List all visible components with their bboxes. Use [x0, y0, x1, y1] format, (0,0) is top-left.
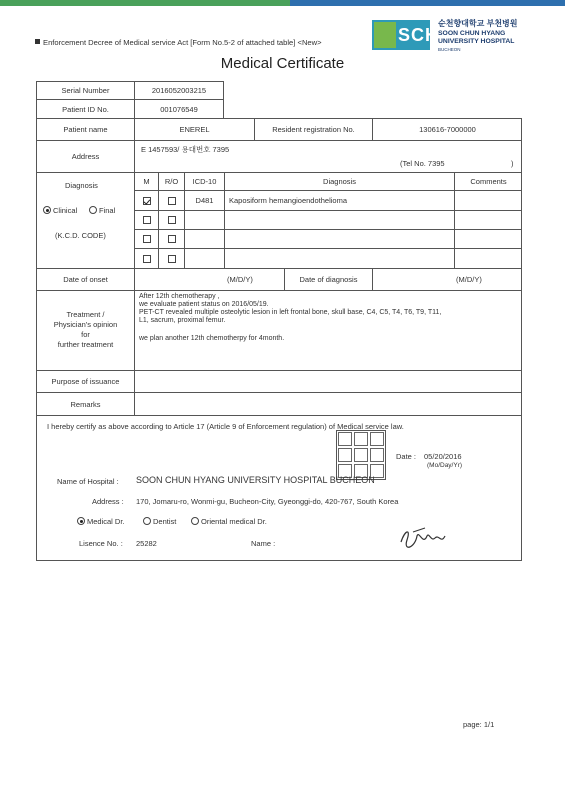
final-radio-icon [89, 206, 97, 214]
tel-close: ) [511, 159, 514, 168]
checkbox-checked-icon [143, 197, 151, 205]
treatment-line: After 12th chemotherapy , [139, 293, 220, 300]
doctor-type-dentist[interactable]: Dentist [143, 517, 176, 526]
hospital-value: SOON CHUN HYANG UNIVERSITY HOSPITAL BUCHEON [136, 475, 375, 485]
hospital-label: Name of Hospital : [57, 477, 119, 486]
checkbox-icon [143, 255, 151, 263]
checkbox-icon [143, 235, 151, 243]
purpose-value [134, 370, 522, 392]
checkbox-icon [168, 235, 176, 243]
decree-text: Enforcement Decree of Medical service Act [Form No.5-2 of attached table] <New> [43, 38, 322, 47]
diag-row-2-icd [184, 210, 224, 229]
licence-value: 25282 [136, 539, 157, 548]
checkbox-icon [168, 197, 176, 205]
checkbox-icon [168, 255, 176, 263]
treatment-line: L1, sacrum, proximal femur. [139, 317, 226, 324]
certify-text: I hereby certify as above according to Article 17 (Article 9 of Enforcement regulation) of Medical service law. [47, 422, 404, 431]
address-label: Address [36, 140, 134, 172]
diag-row-1-m[interactable] [134, 190, 158, 210]
remarks-label: Remarks [36, 392, 134, 416]
treatment-label-4: further treatment [57, 340, 114, 349]
onset-value: (M/D/Y) [134, 268, 284, 290]
official-seal-stamp [336, 430, 386, 480]
patient-id-value: 001076549 [134, 99, 224, 118]
diag-row-3-icd [184, 229, 224, 248]
col-comments: Comments [454, 172, 522, 190]
diagnosis-label: Diagnosis [65, 181, 98, 190]
remarks-value [134, 392, 522, 416]
address2-value: 170, Jomaru-ro, Wonmi-gu, Bucheon-City, Gyeonggi-do, 420-767, South Korea [136, 497, 399, 506]
date-label: Date : [396, 452, 417, 461]
logo-korean-name: 순천향대학교 부천병원 [438, 19, 518, 28]
col-m: M [134, 172, 158, 190]
medical-radio-icon [77, 517, 85, 525]
diag-row-2-comment [454, 210, 522, 229]
onset-label: Date of onset [36, 268, 134, 290]
treatment-text [134, 290, 522, 370]
top-color-bar [0, 0, 565, 6]
diagnosis-label-cell [36, 172, 134, 268]
diag-row-3-text [224, 229, 454, 248]
diag-row-3-m[interactable] [134, 229, 158, 248]
address2-label: Address : [92, 497, 124, 506]
bullet-square-icon [35, 39, 40, 44]
logo-leaf-icon [374, 22, 396, 48]
logo-mark: SCH [372, 20, 430, 50]
address-value: E 1457593/ 용대번호 7395 [141, 145, 230, 154]
decree-line [35, 38, 322, 47]
oriental-radio-icon [191, 517, 199, 525]
diag-row-2-text [224, 210, 454, 229]
clinical-radio-icon [43, 206, 51, 214]
diag-row-3-ro[interactable] [158, 229, 184, 248]
doctor-type-medical[interactable]: Medical Dr. [77, 517, 125, 526]
diag-row-2-ro[interactable] [158, 210, 184, 229]
checkbox-icon [168, 216, 176, 224]
date-format: (Mo/Day/Yr) [427, 462, 463, 469]
document-title: Medical Certificate [220, 55, 345, 72]
treatment-label-3: for [81, 330, 90, 339]
diag-row-1-ro[interactable] [158, 190, 184, 210]
diag-row-1-text: Kaposiform hemangioendothelioma [224, 190, 454, 210]
serial-value: 2016052003215 [134, 81, 224, 99]
diag-row-4-comment [454, 248, 522, 268]
diag-row-2-m[interactable] [134, 210, 158, 229]
top-bar-green [0, 0, 290, 6]
treatment-label-cell [36, 290, 134, 370]
treatment-label-1: Treatment / [66, 310, 105, 319]
patient-name-value: ENEREL [134, 118, 254, 140]
diag-row-4-ro[interactable] [158, 248, 184, 268]
clinical-option[interactable]: Clinical [43, 206, 77, 215]
checkbox-icon [143, 216, 151, 224]
date-value: 05/20/2016 [424, 452, 462, 461]
diag-row-4-m[interactable] [134, 248, 158, 268]
hospital-logo [372, 16, 562, 56]
page-number: page: 1/1 [463, 720, 495, 729]
logo-english-line2: UNIVERSITY HOSPITAL [438, 38, 515, 45]
tel-text: (Tel No. 7395 [400, 159, 445, 168]
doctor-name-label: Name : [251, 539, 276, 548]
dentist-radio-icon [143, 517, 151, 525]
final-option[interactable]: Final [89, 206, 115, 215]
address-cell [134, 140, 522, 172]
resident-value: 130616-7000000 [372, 118, 522, 140]
doctor-type-oriental[interactable]: Oriental medical Dr. [191, 517, 267, 526]
serial-label: Serial Number [36, 81, 134, 99]
patient-name-label: Patient name [36, 118, 134, 140]
purpose-label: Purpose of issuance [36, 370, 134, 392]
treatment-label-2: Physician's opinion [53, 320, 118, 329]
resident-label: Resident registration No. [254, 118, 372, 140]
diag-row-1-icd: D481 [184, 190, 224, 210]
licence-label: Lisence No. : [79, 539, 123, 548]
diag-row-1-comment [454, 190, 522, 210]
diag-row-3-comment [454, 229, 522, 248]
kcd-label: (K.C.D. CODE) [55, 231, 106, 240]
col-ro: R/O [158, 172, 184, 190]
treatment-line: PET-CT revealed multiple osteolytic lesion in left frontal bone, skull base, C4, C5, T4, T6, T9, T11, [139, 309, 442, 316]
doctor-signature [395, 522, 455, 554]
col-diagnosis: Diagnosis [224, 172, 454, 190]
diag-row-4-icd [184, 248, 224, 268]
dx-date-value: (M/D/Y) [372, 268, 522, 290]
col-icd: ICD-10 [184, 172, 224, 190]
diag-row-4-text [224, 248, 454, 268]
treatment-line: we evaluate patient status on 2016/05/19. [139, 301, 269, 308]
logo-english-line3: BUCHEON [438, 47, 461, 52]
treatment-line: we plan another 12th chemotherpy for 4month. [139, 335, 285, 342]
top-bar-blue [290, 0, 565, 6]
dx-date-label: Date of diagnosis [284, 268, 372, 290]
patient-id-label: Patient ID No. [36, 99, 134, 118]
logo-english-line1: SOON CHUN HYANG [438, 30, 506, 37]
